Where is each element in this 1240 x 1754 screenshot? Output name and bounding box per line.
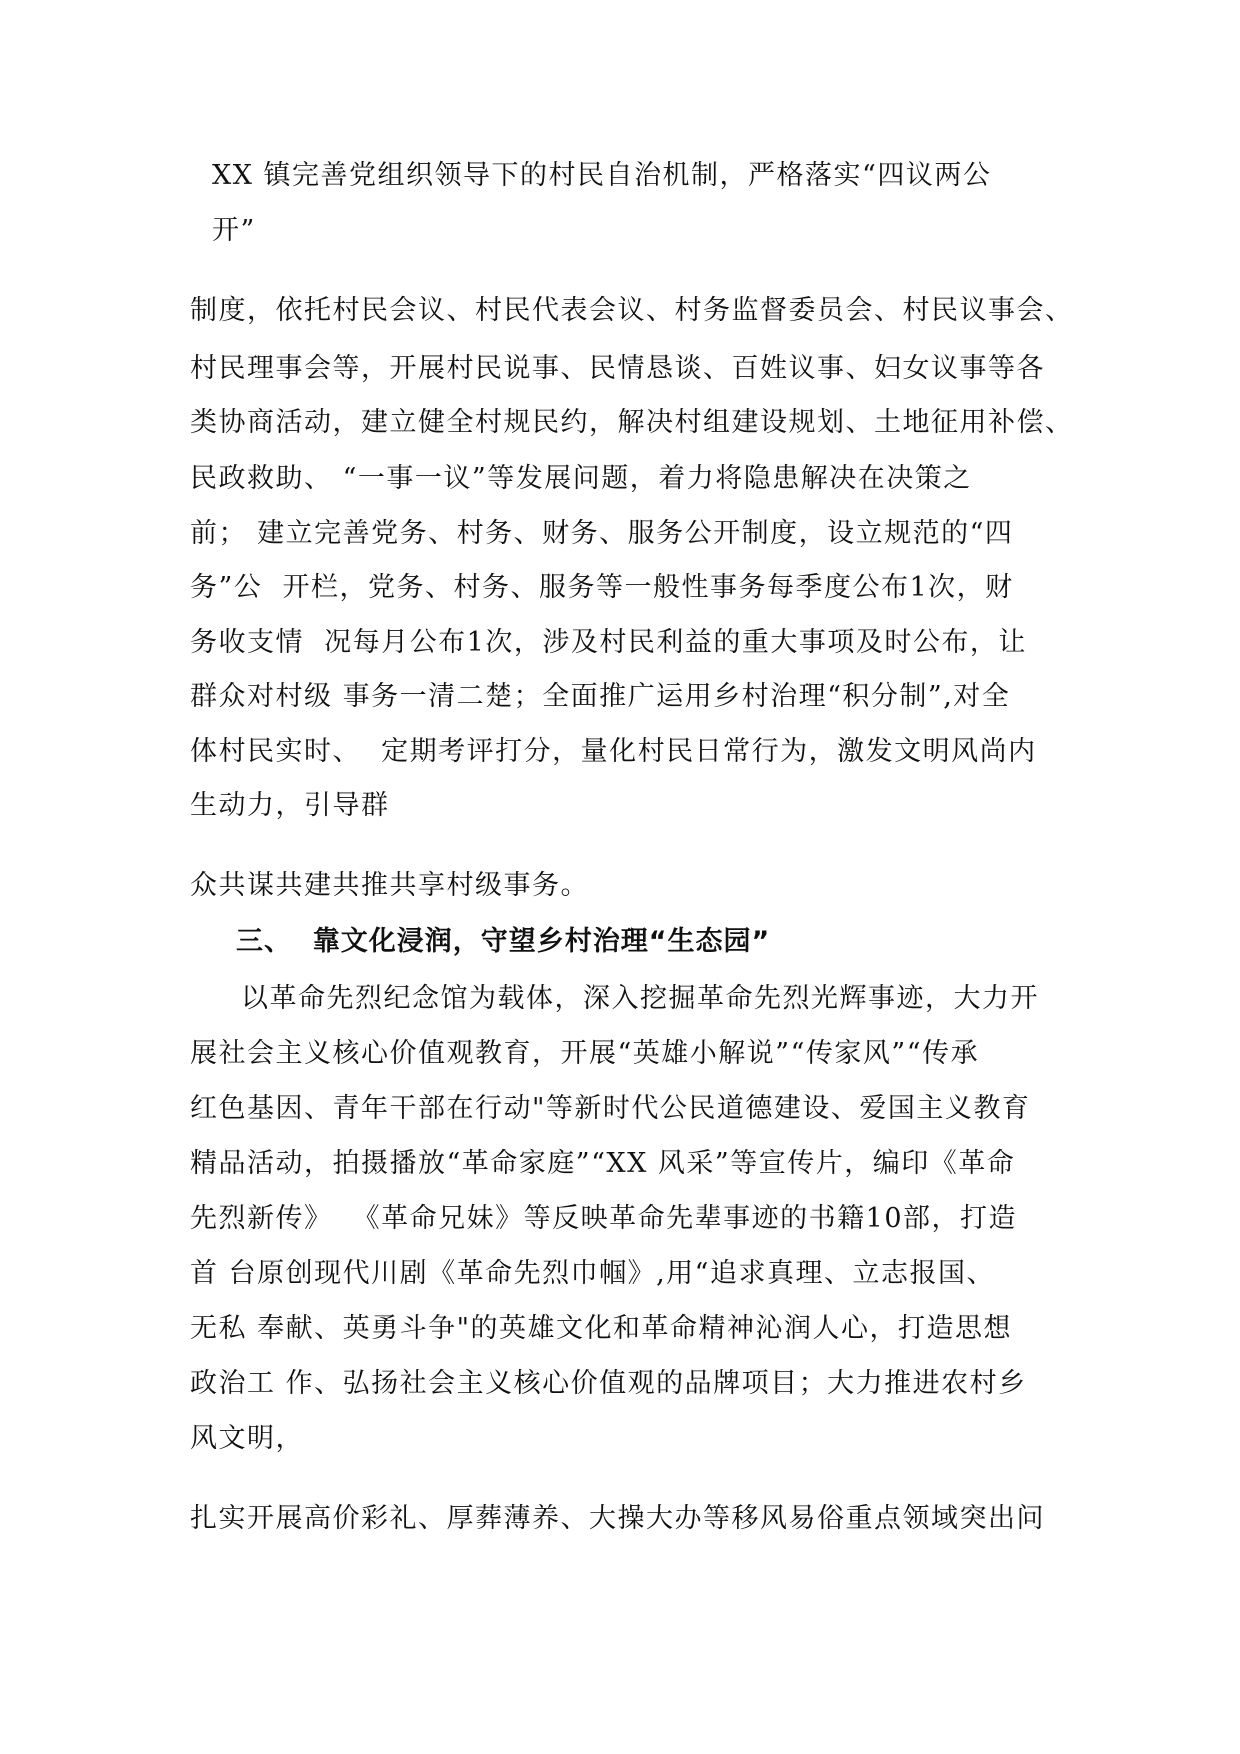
- text-line: 群众对村级 事务一清二楚；全面推广运用乡村治理“积分制”,对全: [190, 681, 1011, 712]
- text-line: 展社会主义核心价值观教育，开展“英雄小解说”“传家风”“传承: [190, 1038, 980, 1069]
- text-line: 民政救助、 “一事一议”等发展问题，着力将隐患解决在决策之: [190, 463, 972, 494]
- text-line: 红色基因、青年干部在行动"等新时代公民道德建设、爱国主义教育: [190, 1093, 1031, 1124]
- text-line: 众共谋共建共推共享村级事务。: [190, 870, 589, 901]
- text-line: 务收支情 况每月公布1次，涉及村民利益的重大事项及时公布，让: [190, 627, 1027, 658]
- text-line: 村民理事会等，开展村民说事、民情恳谈、百姓议事、妇女议事等各: [190, 353, 1045, 384]
- text-line: 体村民实时、 定期考评打分，量化村民日常行为，激发文明风尚内: [190, 736, 1037, 767]
- text-line: 扎实开展高价彩礼、厚葬薄养、大操大办等移风易俗重点领域突出问: [190, 1503, 1045, 1534]
- text-line: 开”: [212, 215, 256, 246]
- text-line: 首 台原创现代川剧《革命先烈巾帼》,用“追求真理、立志报国、: [190, 1258, 995, 1289]
- section-heading: 三、 靠文化浸润，守望乡村治理“生态园”: [236, 926, 771, 957]
- text-line: 无私 奉献、英勇斗争"的英雄文化和革命精神沁润人心，打造思想: [190, 1313, 1013, 1344]
- text-line: 以革命先烈纪念馆为载体，深入挖掘革命先烈光辉事迹，大力开: [241, 983, 1039, 1014]
- text-line: 精品活动，拍摄播放“革命家庭”“XX 风采”等宣传片，编印《革命: [190, 1148, 1016, 1179]
- text-line: 风文明，: [190, 1423, 304, 1454]
- text-line: 生动力，引导群: [190, 790, 390, 821]
- text-line: 先烈新传》 《革命兄妹》等反映革命先辈事迹的书籍10部，打造: [190, 1203, 1018, 1234]
- text-line: 务”公 开栏，党务、村务、服务等一般性事务每季度公布1次，财: [190, 572, 1014, 603]
- text-line: 制度，依托村民会议、村民代表会议、村务监督委员会、村民议事会、: [190, 295, 1074, 326]
- text-line: 政治工 作、弘扬社会主义核心价值观的品牌项目；大力推进农村乡: [190, 1368, 1027, 1399]
- text-line: XX 镇完善党组织领导下的村民自治机制，严格落实“四议两公: [212, 160, 992, 191]
- text-line: 类协商活动，建立健全村规民约，解决村组建设规划、土地征用补偿、: [190, 407, 1074, 438]
- text-line: 前； 建立完善党务、村务、财务、服务公开制度，设立规范的“四: [190, 518, 1014, 549]
